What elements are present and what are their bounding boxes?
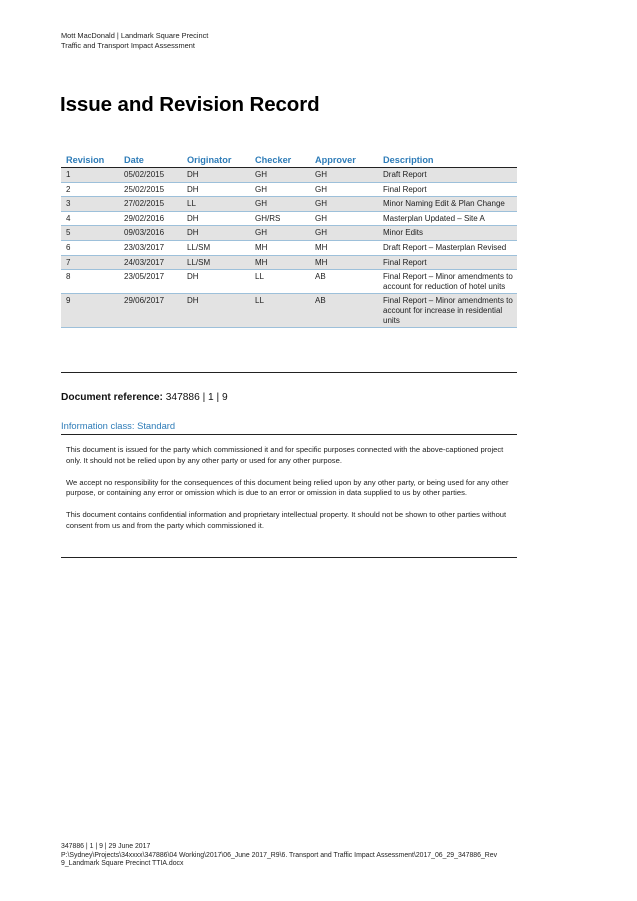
cell-checker: GH: [250, 182, 310, 197]
table-row: [61, 270, 517, 294]
cell-date: 09/03/2016: [119, 226, 182, 241]
cell-approver: AB: [310, 294, 378, 328]
cell-revision: 3: [61, 197, 119, 212]
disclaimer-paragraph: This document is issued for the party which commissioned it and for specific purposes connected with the above-captioned project only. It should not be relied upon by any other party or used for any other purpose.: [66, 445, 504, 465]
disclaimer-paragraph: We accept no responsibility for the consequences of this document being relied upon by any other party, or being used for any other purpose, or containing any error or omission which is due to an error or omission in data supplied to us by other parties.: [66, 477, 509, 498]
cell-approver: MH: [310, 240, 378, 255]
table-row: [61, 182, 517, 197]
column-header-revision: Revision: [61, 152, 119, 168]
cell-date: 23/03/2017: [119, 240, 182, 255]
cell-date: 24/03/2017: [119, 255, 182, 270]
cell-description: Minor Edits: [378, 226, 517, 241]
cell-revision: 7: [61, 255, 119, 270]
cell-originator: DH: [182, 182, 250, 197]
cell-originator: DH: [182, 226, 250, 241]
document-reference-value: 347886 | 1 | 9: [165, 392, 228, 403]
cell-approver: AB: [310, 270, 378, 294]
cell-originator: DH: [182, 270, 250, 294]
cell-approver: GH: [310, 168, 378, 183]
table-row: [61, 168, 517, 183]
disclaimer: [66, 445, 512, 543]
footer-line-1: 347886 | 1 | 9 | 29 June 2017: [61, 843, 151, 850]
cell-description: Minor Naming Edit & Plan Change: [378, 197, 517, 212]
column-header-approver: Approver: [310, 152, 378, 168]
cell-checker: LL: [250, 270, 310, 294]
column-header-originator: Originator: [182, 152, 250, 168]
cell-description: Final Report – Minor amendments to account for reduction of hotel units: [378, 270, 517, 294]
cell-date: 29/06/2017: [119, 294, 182, 328]
cell-originator: LL/SM: [182, 255, 250, 270]
information-class-value: Standard: [137, 420, 176, 431]
document-reference-label: Document reference:: [61, 392, 163, 403]
cell-approver: MH: [310, 255, 378, 270]
footer-file-path: P:\Sydney\Projects\34xxxx\347886\04 Working\2017\06_June 2017_R9\6. Transport and Traffic Impact Assessment\2017_06_29_347886_Rev: [61, 851, 498, 859]
running-header: [61, 31, 208, 50]
disclaimer-bottom-divider: [61, 557, 517, 558]
disclaimer-paragraph: This document contains confidential information and proprietary intellectual property. It should not be shown to other parties without consent from us and from the party which commissioned it.: [66, 510, 507, 530]
cell-revision: 6: [61, 240, 119, 255]
cell-checker: LL: [250, 294, 310, 328]
cell-originator: LL: [182, 197, 250, 212]
table-row: [61, 197, 517, 212]
cell-description: Final Report: [378, 182, 517, 197]
cell-originator: DH: [182, 294, 250, 328]
cell-description: Masterplan Updated – Site A: [378, 211, 517, 226]
cell-checker: MH: [250, 240, 310, 255]
cell-approver: GH: [310, 211, 378, 226]
cell-revision: 4: [61, 211, 119, 226]
cell-originator: DH: [182, 168, 250, 183]
page-footer: [61, 843, 546, 869]
cell-checker: GH: [250, 197, 310, 212]
table-row: [61, 240, 517, 255]
cell-date: 25/02/2015: [119, 182, 182, 197]
cell-approver: GH: [310, 197, 378, 212]
table-row: [61, 255, 517, 270]
cell-date: 29/02/2016: [119, 211, 182, 226]
cell-date: 27/02/2015: [119, 197, 182, 212]
table-bottom-divider: [61, 372, 517, 373]
cell-originator: LL/SM: [182, 240, 250, 255]
header-line-1: Mott MacDonald | Landmark Square Precinct: [61, 31, 209, 40]
page-title: Issue and Revision Record: [60, 93, 320, 116]
cell-checker: GH: [250, 168, 310, 183]
footer-file-name: 9_Landmark Square Precinct TTIA.docx: [61, 860, 184, 868]
disclaimer-top-divider: [61, 434, 517, 435]
cell-revision: 2: [61, 182, 119, 197]
table-row: [61, 294, 517, 328]
cell-date: 05/02/2015: [119, 168, 182, 183]
cell-description: Final Report – Minor amendments to account for increase in residential units: [378, 294, 517, 328]
cell-description: Draft Report: [378, 168, 517, 183]
cell-date: 23/05/2017: [119, 270, 182, 294]
header-line-2: Traffic and Transport Impact Assessment: [61, 40, 195, 50]
column-header-checker: Checker: [250, 152, 310, 168]
cell-checker: GH: [250, 226, 310, 241]
cell-approver: GH: [310, 226, 378, 241]
table-row: [61, 211, 517, 226]
cell-revision: 1: [61, 168, 119, 183]
cell-originator: DH: [182, 211, 250, 226]
cell-description: Draft Report – Masterplan Revised: [378, 240, 517, 255]
cell-approver: GH: [310, 182, 378, 197]
revision-table: [61, 152, 517, 328]
column-header-description: Description: [378, 152, 517, 168]
table-row: [61, 226, 517, 241]
cell-revision: 5: [61, 226, 119, 241]
information-class-label: Information class:: [61, 420, 135, 431]
cell-revision: 8: [61, 270, 119, 294]
cell-checker: GH/RS: [250, 211, 310, 226]
cell-revision: 9: [61, 294, 119, 328]
cell-checker: MH: [250, 255, 310, 270]
information-class: [61, 420, 175, 431]
cell-description: Final Report: [378, 255, 517, 270]
column-header-date: Date: [119, 152, 182, 168]
document-reference: [61, 392, 228, 403]
table-header-row: [61, 152, 517, 168]
